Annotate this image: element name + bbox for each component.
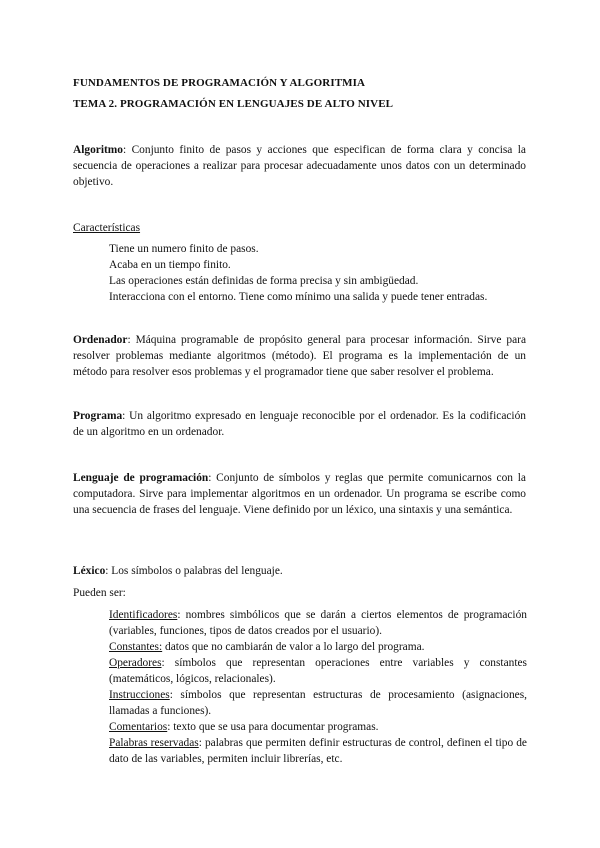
lexico-definition: : Los símbolos o palabras del lenguaje.	[105, 565, 283, 577]
item-term: Operadores	[109, 657, 162, 669]
lexico-list	[109, 607, 527, 767]
lexico-paragraph	[73, 563, 526, 579]
list-item	[109, 735, 527, 767]
algoritmo-definition: : Conjunto finito de pasos y acciones que especifican de forma clara y concisa la secuencia de operaciones a realizar para procesar adecuadamente unos datos con un determinado objetivo.	[73, 144, 526, 188]
list-item	[109, 607, 527, 639]
algoritmo-paragraph	[73, 142, 526, 190]
list-item: Las operaciones están definidas de forma precisa y sin ambigüedad.	[109, 275, 419, 287]
item-term: Constantes:	[109, 641, 163, 653]
item-text: : símbolos que representan operaciones entre variables y constantes (matemáticos, lógicos, relacionales).	[109, 657, 527, 685]
lenguaje-term: Lenguaje de programación	[73, 472, 209, 484]
item-term: Palabras reservadas	[109, 737, 199, 749]
ordenador-paragraph	[73, 332, 526, 380]
list-item: Tiene un numero finito de pasos.	[109, 243, 259, 255]
caracteristicas-list	[109, 241, 527, 305]
topic-title: TEMA 2. PROGRAMACIÓN EN LENGUAJES DE ALTO NIVEL	[73, 98, 394, 110]
item-term: Identificadores	[109, 609, 178, 621]
lenguaje-definition: : Conjunto de símbolos y reglas que permite comunicarnos con la computadora. Sirve para implementar algoritmos en un ordenador. Un programa se escribe como una secuencia de frases del lenguaje. Viene definido por un léxico, una sintaxis y una semántica.	[73, 472, 526, 516]
item-text: datos que no cambiarán de valor a lo largo del programa.	[162, 641, 425, 653]
item-text: : símbolos que representan estructuras de procesamiento (asignaciones, llamadas a funciones).	[109, 689, 527, 717]
list-item	[109, 687, 527, 719]
item-text: : nombres simbólicos que se darán a ciertos elementos de programación (variables, funciones, tipos de datos creados por el usuario).	[109, 609, 527, 637]
item-term: Instrucciones	[109, 689, 170, 701]
lexico-intro: Pueden ser:	[73, 587, 126, 599]
programa-term: Programa	[73, 410, 123, 422]
ordenador-definition: : Máquina programable de propósito general para procesar información. Sirve para resolver problemas mediante algoritmos (método). El programa es la implementación de un método para resolver esos problemas y el programador tiene que saber resolver el problema.	[73, 334, 526, 378]
list-item: Interacciona con el entorno. Tiene como mínimo una salida y puede tener entradas.	[109, 291, 488, 303]
algoritmo-term: Algoritmo	[73, 144, 123, 156]
list-item: Acaba en un tiempo finito.	[109, 259, 231, 271]
ordenador-term: Ordenador	[73, 334, 128, 346]
caracteristicas-heading: Características	[73, 222, 141, 234]
programa-definition: : Un algoritmo expresado en lenguaje reconocible por el ordenador. Es la codificación de un algoritmo en un ordenador.	[73, 410, 526, 438]
lexico-term: Léxico	[73, 565, 106, 577]
list-item	[109, 639, 527, 655]
item-term: Comentarios	[109, 721, 168, 733]
item-text: : texto que se usa para documentar programas.	[167, 721, 379, 733]
item-text: : palabras que permiten definir estructuras de control, definen el tipo de dato de las variables, permiten incluir librerías, etc.	[109, 737, 527, 765]
list-item	[109, 719, 527, 735]
lenguaje-paragraph	[73, 470, 526, 518]
list-item	[109, 655, 527, 687]
course-title: FUNDAMENTOS DE PROGRAMACIÓN Y ALGORITMIA	[73, 77, 366, 89]
programa-paragraph	[73, 408, 526, 440]
